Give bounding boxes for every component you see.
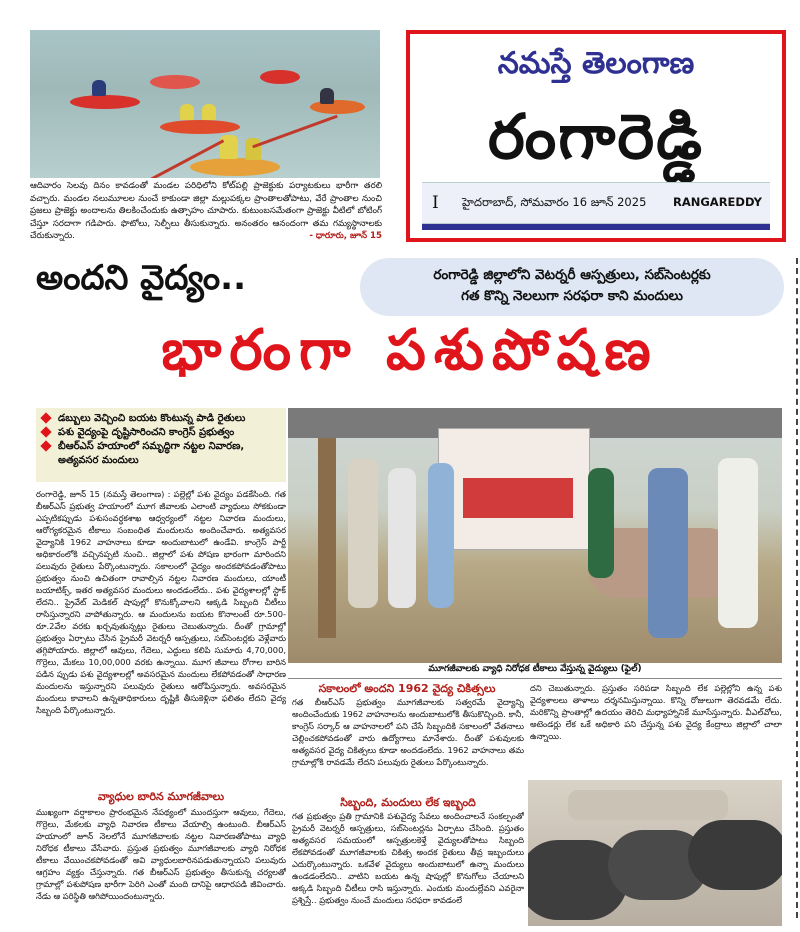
diamond-bullet-icon: [40, 440, 51, 451]
edition-mark: I: [432, 193, 439, 213]
highlight-item: బీఆర్‌ఎస్ హయాంలో సమృద్ధిగా నట్టల నివారణ, అత్యవసర మందులు: [42, 440, 280, 468]
article-column-1: రంగారెడ్డి, జూన్ 15 (నమస్తే తెలంగాణ) : పల్లెల్లో పశు వైద్యం పడకేసింది. గత బీఆర్‌ఎస్ ప్రభుత్వ హయాంలో మూగ జీవాలకు ఎలాంటి వ్యాధులు సోకకుండా ఎప్పటికప్పుడు పశుసంవర్ధకశాఖ ఆధ్వర్యంలో నట్టల నివారణ మందులు, ఆరోగ్యకరమైన టీకాలు సంబంధిత మందులను అందించేవారు. అత్యవసర వైద్యానికి 1962 వాహనాలు కూడా అందుబాటులో ఉండేవి. కాంగ్రెస్ పార్టీ అధికారంలోకి వచ్చినప్పటి నుంచి.. జిల్లాలో పశు పోషణ భారంగా మారిందని పలువురు రైతులు పేర్కొంటున్నారు. సకాలంలో వైద్యం అందకపోవడంతోపాటు ప్రభుత్వం నుంచి ఉచితంగా రావాల్సిన నట్టల నివారణ మందులు, యాంటీ బయాటిక్స్, ఇతర అత్యవసర మందులు అందడంలేదు.. పశు వైద్యశాలల్లో స్టాక్ లేదని.. ప్రైవేట్ మెడికల్ షాపుల్లో కొనుక్కోవాలని ఆక్కడి సిబ్బంది చీటీలు రాసిస్తున్నారని వాపోతున్నారు. ఆ మందులను బయట కొనాలంటే రూ.500-రూ.2వేల వరకు ఖర్చవుతున్నట్లు రైతులు చెబుతున్నారు. దీంతో గ్రామాల్లో ప్రభుత్వం ఏర్పాటు చేసిన ప్రైమరీ వెటర్నరీ ఆస్పత్రులు, సబ్‌సెంటర్లకు వెళ్లేవారు తగ్గిపోయారు. జిల్లాలో ఆవులు, గేదెలు, ఎద్దులు కలిపి సుమారు 4,70,000, గొర్రెలు, మేకలు 10,00,000 వరకు ఉన్నాయి. మూగ జీవాలు రోగాల బారిన పడిన ప్పుడు పశు వైద్యశాలల్లో అవసరమైన మందులు లేకపోవడంతో సాధారణ మందులను ఇస్తున్నారని పలువురు రైతులు ఆరోపిస్తున్నారు. అవసరమైన మందులు కావాలని ఉన్నతాధికారులు దృష్టికి తీసుకెళ్లినా ఫలితం లేదని వైద్య సిబ్బంది పేర్కొంటున్నారు.: [36, 489, 286, 715]
highlights-box: [36, 408, 286, 482]
section-heading: సిబ్బంది, మందులు లేక ఇబ్బంది: [340, 796, 476, 809]
masthead-rule: [422, 224, 770, 230]
diamond-bullet-icon: [40, 426, 51, 437]
page-divider: [796, 258, 798, 918]
section-heading: సకాలంలో అందని 1962 వైద్య చికిత్సలు: [318, 682, 496, 695]
subheadline: [360, 258, 784, 316]
masthead: [406, 30, 786, 242]
subhead-line-2: గత కొన్ని నెలలుగా సరఫరా కాని మందులు: [461, 288, 683, 304]
article-column-3: దని చెబుతున్నారు. ప్రస్తుతం సరిపడా సిబ్బంది లేక పల్లెల్లోని ఉన్న పశు వైద్యశాలలు తాళాలు దర్శనమిస్తున్నాయి. కొన్ని రోజులుగా తెరవడమే లేదు. మరికొన్ని ప్రాంతాల్లో ఉదయం తెరిచి మధ్యాహ్నానికే మూసేస్తున్నారు. వీఎల్‌వోలు, అటెండర్లు లేక ఒకే అధికారి పని చేస్తున్న పశు వైద్య కేంద్రాలు జిల్లాలో చాలా ఉన్నాయి.: [530, 683, 782, 741]
section-heading: వ్యాధుల బారిన మూగజీవాలు: [97, 790, 225, 803]
article-column-1-cont: ముఖ్యంగా వర్షాకాలం ప్రారంభమైన నేపథ్యంలో ముందస్తుగా ఆవులు, గేదెలు, గొర్రెలు, మేకలకు వ్యాధి నివారణ టీకాలు వేయాల్సి ఉంటుంది. బీఆర్‌ఎస్ హయాంలో జూన్ నెలలోనే మూగజీవాలకు నట్టల నివారణతోపాటు వ్యాధి నిరోధక టీకాలు వేసేవారు. ప్రస్తుత ప్రభుత్వం మూగజీవాలకు వ్యాధి నిరోధక టీకాలు వేయించకపోవడంతో అవి వ్యాధులబారినపడుతున్నాయని పలువురు ఆగ్రహం వ్యక్తం చేస్తున్నారు. గత బీఆర్‌ఎస్ ప్రభుత్వం తీసుకున్న చర్యలతో గ్రామాల్లో పశుపోషణ భారీగా పెరిగి ఎంతో మంది దానిపై ఆధారపడి జీవించారు. నేడు ఆ పరిస్థితి ఆగిపోయిందంటున్నారు.: [36, 807, 286, 901]
diamond-bullet-icon: [40, 412, 51, 423]
dateline-bar: [422, 182, 770, 224]
caption-text: ఆదివారం సెలవు దినం కావడంతో మండల పరిధిలోని కోట్‌పల్లి ప్రాజెక్టుకు పర్యాటకులు భారీగా తరలి వచ్చారు. మండల నలుమూలల నుంచే కాకుండా జిల్లా మల్లుపక్కల ప్రాంతాలతోపాటు, వేరే ప్రాంతాల నుంచి ప్రజలు ప్రాజెక్టు అందాలను తిలకించేందుకు ఉత్సాహం చూపారు. కుటుంబసమేతంగా ప్రాజెక్టు వీటిలో బోటింగ్ చేస్తూ సరదాగా గడిపారు. ఫొటోలు, సెల్ఫీలు తీసుకున్నారు. అనంతరం ఆనందంగా తమ గమ్యస్థానాలకు చేరుకున్నారు.: [30, 181, 382, 242]
vaccination-photo: [288, 408, 782, 663]
edition-title: రంగారెడ్డి: [488, 100, 704, 173]
highlight-item: డబ్బులు వెచ్చించి బయట కొంటున్న పాడి రైతులు: [42, 412, 280, 426]
edition-place: RANGAREDDY: [672, 195, 762, 209]
article-column-2: గత బీఆర్‌ఎస్ ప్రభుత్వం మూగజీవాలకు సత్వరమే వైద్యాన్ని అందించేందుకు 1962 వాహనాలను అందుబాటులోకి తీసుకొచ్చింది. కానీ, కాంగ్రెస్ సర్కార్ ఆ వాహనాలలో పని చేసే సిబ్బందికి సకాలంలో వేతనాలు చెల్లించకపోవడంతో వారు ఉద్యోగాలు మానేశారు. దీంతో పశువులకు అత్యవసర వైద్య చికిత్సలు కూడా అందడంలేదు. 1962 వాహనాలు తమ గ్రామాల్లోకి రావడమే లేదని పలువురు రైతులు పేర్కొంటున్నారు.: [292, 697, 524, 767]
photo-caption-top: [30, 180, 382, 246]
article-column-2-cont: గత ప్రభుత్వం ప్రతి గ్రామానికి పశువైద్య సేవలు అందించాలనే సంకల్పంతో ప్రైమరీ వెటర్నరీ ఆస్పత్రులు, సబ్‌సెంటర్లను ఏర్పాటు చేసింది. ప్రస్తుతం అత్యవసర సమయంలో ఆస్పత్రులకెళ్తే వైద్యులతోపాటు సిబ్బంది లేకపోవడంతో మూగజీవాలకు చికిత్స అందక రైతులు తీవ్ర ఇబ్బందులు ఎదుర్కొంటున్నారు. ఒకవేళ వైద్యులు అందుబాటులో ఉన్నా మందులు ఉండడంలేదని.. వాటిని బయట ఉన్న షాపుల్లో కొనుగోలు చేయాలని అక్కడి సిబ్బంది చీటీలు రాసి ఇస్తున్నారు. ఎందుకు మందుల్లేవని ఎవరైనా ప్రశ్నిస్తే.. ప్రభుత్వం నుంచే మందులు సరఫరా కావడంలే: [292, 811, 524, 905]
caption-credit: - ధారూరు, జూన్ 15: [309, 231, 382, 242]
highlight-item: పశు వైద్యంపై దృష్టిసారించని కాంగ్రెస్ ప్రభుత్వం: [42, 426, 280, 440]
cattle-photo: [528, 780, 782, 926]
kayak-photo: [30, 30, 380, 178]
dateline: హైదరాబాద్, సోమవారం 16 జూన్ 2025: [462, 195, 647, 209]
main-headline: భారంగా పశుపోషణ: [161, 318, 659, 383]
photo-caption: మూగజీవాలకు వ్యాధి నిరోధక టీకాలు వేస్తున్న వైద్యులు (ఫైల్): [288, 664, 782, 679]
subhead-line-1: రంగారెడ్డి జిల్లాలోని వెటర్నరీ ఆస్పత్రులు, సబ్‌సెంటర్లకు: [433, 267, 711, 283]
brand-name: నమస్తే తెలంగాణ: [497, 46, 695, 81]
kicker-headline: అందని వైద్యం..: [36, 258, 246, 298]
